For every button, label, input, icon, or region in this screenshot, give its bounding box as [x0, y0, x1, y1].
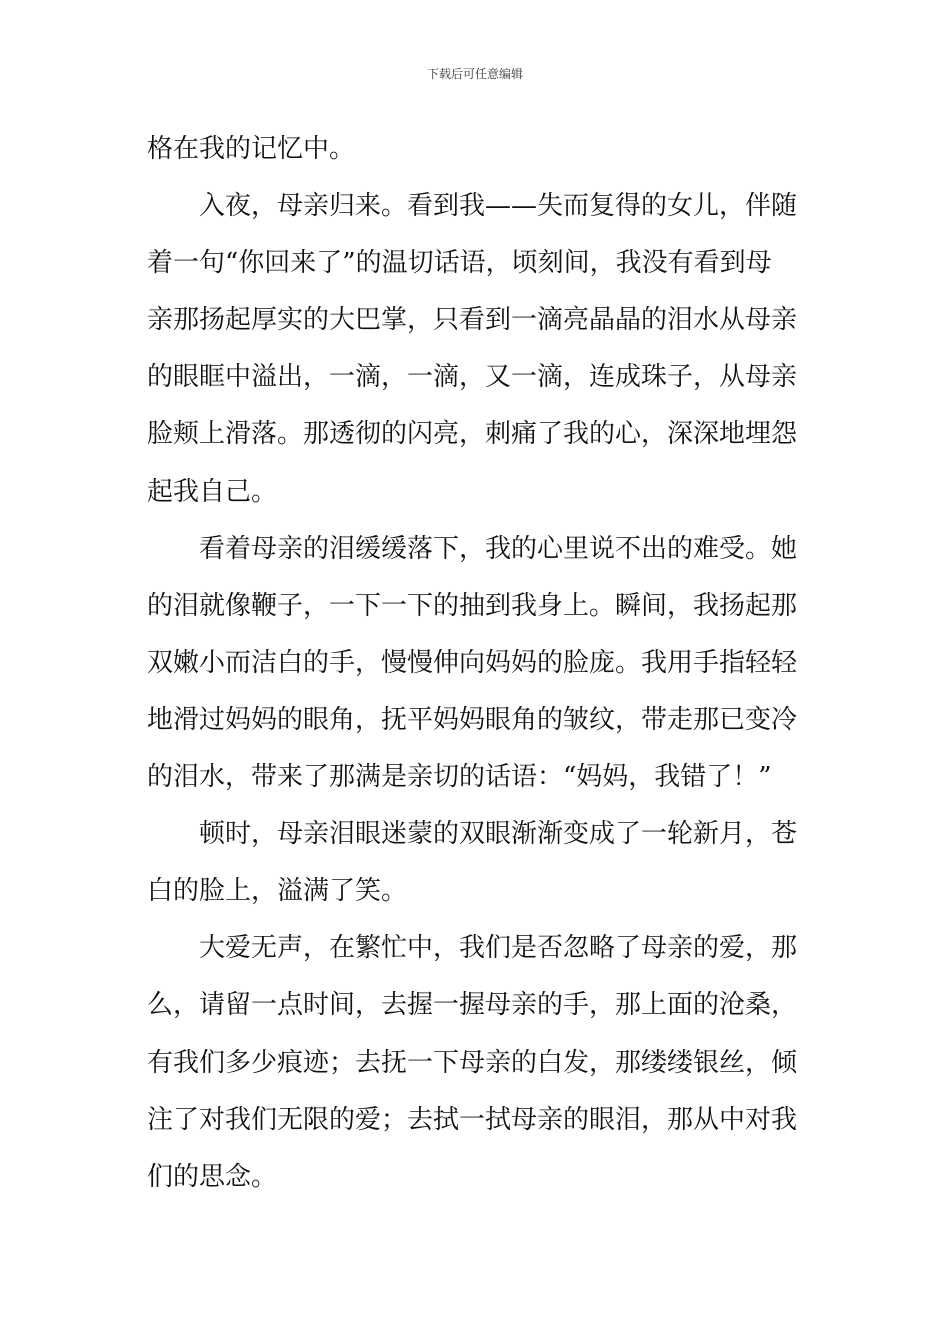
document-body — [147, 129, 819, 1214]
text-line: 的泪水，带来了那满是亲切的话语：“妈妈，我错了！” — [147, 762, 772, 793]
text-line: 着一句“你回来了”的温切话语，顷刻间，我没有看到母 — [147, 248, 772, 279]
text-line: 们的思念。 — [147, 1161, 278, 1192]
text-line: 起我自己。 — [147, 476, 278, 507]
text-line: 的泪就像鞭子，一下一下的抽到我身上。瞬间，我扬起那 — [147, 590, 798, 621]
text-line: 格在我的记忆中。 — [147, 134, 356, 164]
text-line: 么，请留一点时间，去握一握母亲的手，那上面的沧桑， — [147, 990, 798, 1021]
text-line: 有我们多少痕迹；去抚一下母亲的白发，那缕缕银丝，倾 — [147, 1047, 798, 1078]
text-line: 白的脸上，溢满了笑。 — [147, 876, 408, 907]
text-line: 入夜，母亲归来。看到我——失而复得的女儿，伴随 — [199, 191, 798, 222]
text-line: 双嫩小而洁白的手，慢慢伸向妈妈的脸庞。我用手指轻轻 — [147, 647, 798, 678]
text-line: 脸颊上滑落。那透彻的闪亮，刺痛了我的心，深深地埋怨 — [147, 419, 798, 450]
text-line: 亲那扬起厚实的大巴掌，只看到一滴亮晶晶的泪水从母亲 — [147, 305, 798, 336]
text-line: 大爱无声，在繁忙中，我们是否忽略了母亲的爱，那 — [199, 933, 798, 964]
text-line: 地滑过妈妈的眼角，抚平妈妈眼角的皱纹，带走那已变冷 — [147, 704, 798, 735]
text-line: 看着母亲的泪缓缓落下，我的心里说不出的难受。她 — [199, 533, 798, 564]
page-header: 下载后可任意编辑 — [426, 67, 523, 81]
text-line: 注了对我们无限的爱；去拭一拭母亲的眼泪，那从中对我 — [147, 1104, 798, 1135]
text-line: 的眼眶中溢出，一滴，一滴，又一滴，连成珠子，从母亲 — [147, 362, 798, 393]
text-line: 顿时，母亲泪眼迷蒙的双眼渐渐变成了一轮新月，苍 — [199, 819, 798, 850]
